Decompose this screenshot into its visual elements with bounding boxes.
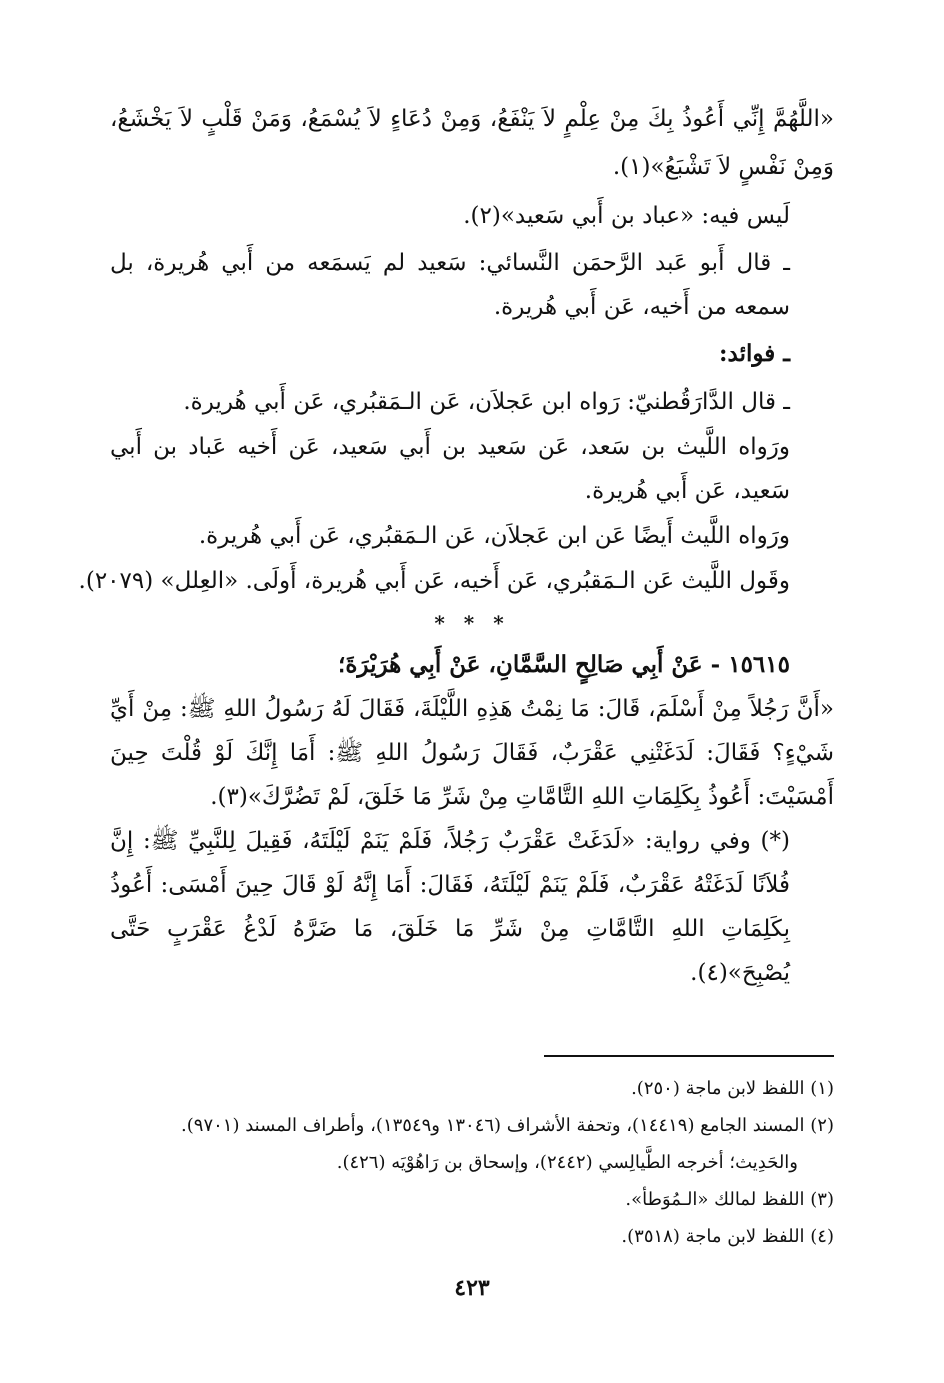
layth-narration: ورَواه اللَّيث بن سَعد، عَن سَعيد بن أَبي سَعيد، عَن أَخيه عَباد بن أَبي سَعيد، عَن أَبي هُريرة. (110, 434, 790, 504)
page-number: ٤٢٣ (454, 1275, 490, 1301)
note-not-included: لَيس فيه: «عباد بن أَبي سَعيد»(٢). (463, 203, 790, 229)
footnote-3: (٣) اللفظ لمالك «الـمُوَطأ». (625, 1189, 834, 1210)
daraqutni-comment: ـ قال الدَّارَقُطنيّ: رَواه ابن عَجلاَن، عَن الـمَقبُري، عَن أَبي هُريرة. (183, 389, 790, 415)
footnote-1: (١) اللفظ لابن ماجة (٢٥٠). (631, 1078, 834, 1099)
footnote-2-continued: والحَدِيث؛ أخرجه الطَّيالِسي (٢٤٤٢)، وإسحاق بن رَاهُوْيَه (٤٢٦). (336, 1152, 798, 1173)
fawaid-heading: ـ فوائد: (719, 340, 790, 367)
hadith-number-header: ١٥٦١٥ - عَنْ أَبِي صَالِحٍ السَّمَّانِ، عَنْ أَبِي هُرَيْرَةَ؛ (338, 651, 790, 678)
nasai-comment: ـ قال أَبو عَبد الرَّحمَن النَّسائي: سَعيد لم يَسمَعه من أَبي هُريرة، بل سمعه من أَخيه، عَن أَبي هُريرة. (110, 250, 790, 320)
layth-narration-2: ورَواه اللَّيث أَيضًا عَن ابن عَجلاَن، عَن الـمَقبُري، عَن أَبي هُريرة. (198, 523, 790, 549)
document-page (78, 95, 834, 1323)
footnote-4: (٤) اللفظ لابن ماجة (٣٥١٨). (621, 1226, 834, 1247)
ilal-reference: وقَول اللَّيث عَن الـمَقبُري، عَن أَخيه، عَن أَبي هُريرة، أَولَى. «العِلل» (٢٠٧٩). (78, 568, 790, 594)
hadith-dua-text: «اللَّهُمَّ إِنِّي أَعُوذُ بِكَ مِنْ عِلْمٍ لاَ يَنْفَعُ، وَمِنْ دُعَاءٍ لاَ يُسْمَعُ، وَمَنْ قَلْبٍ لاَ يَخْشَعُ، وَمِنْ نَفْسٍ لاَ تَشْبَعُ»(١). (110, 106, 834, 180)
footnote-2: (٢) المسند الجامع (١٤٤١٩)، وتحفة الأشراف (١٣٠٤٦ و١٣٥٤٩)، وأطراف المسند (٩٧٠١). (181, 1115, 834, 1136)
hadith-variant-narration: (*) وفي رواية: «لَدَغَتْ عَقْرَبٌ رَجُلاً، فَلَمْ يَنَمْ لَيْلَتَهُ، فَقِيلَ لِلنَّبِيِّ ﷺ: إِنَّ فُلاَنًا لَدَغَتْهُ عَقْرَبٌ، فَلَمْ يَنَمْ لَيْلَتَهُ، فَقَالَ: أَمَا إِنَّهُ لَوْ قَالَ حِينَ أَمْسَى: أَعُوذُ بِكَلِمَاتِ اللهِ التَّامَّاتِ مِنْ شَرِّ مَا خَلَقَ، مَا ضَرَّهُ لَدْغُ عَقْرَبٍ حَتَّى يُصْبِحَ»(٤). (110, 828, 790, 986)
hadith-text: «أَنَّ رَجُلاً مِنْ أَسْلَمَ، قَالَ: مَا نِمْتُ هَذِهِ اللَّيْلَةَ، فَقَالَ لَهُ رَسُولُ اللهِ ﷺ: مِنْ أَيِّ شَيْءٍ؟ فَقَالَ: لَدَغَتْنِي عَقْرَبٌ، فَقَالَ رَسُولُ اللهِ ﷺ: أَمَا إِنَّكَ لَوْ قُلْتَ حِينَ أَمْسَيْتَ: أَعُوذُ بِكَلِمَاتِ اللهِ التَّامَّاتِ مِنْ شَرِّ مَا خَلَقَ، لَمْ تَضُرَّكَ»(٣). (110, 696, 834, 810)
section-divider-stars: * * * (434, 611, 510, 635)
footnotes (110, 1070, 834, 1255)
footnote-separator (544, 1055, 834, 1057)
main-text (78, 95, 834, 995)
